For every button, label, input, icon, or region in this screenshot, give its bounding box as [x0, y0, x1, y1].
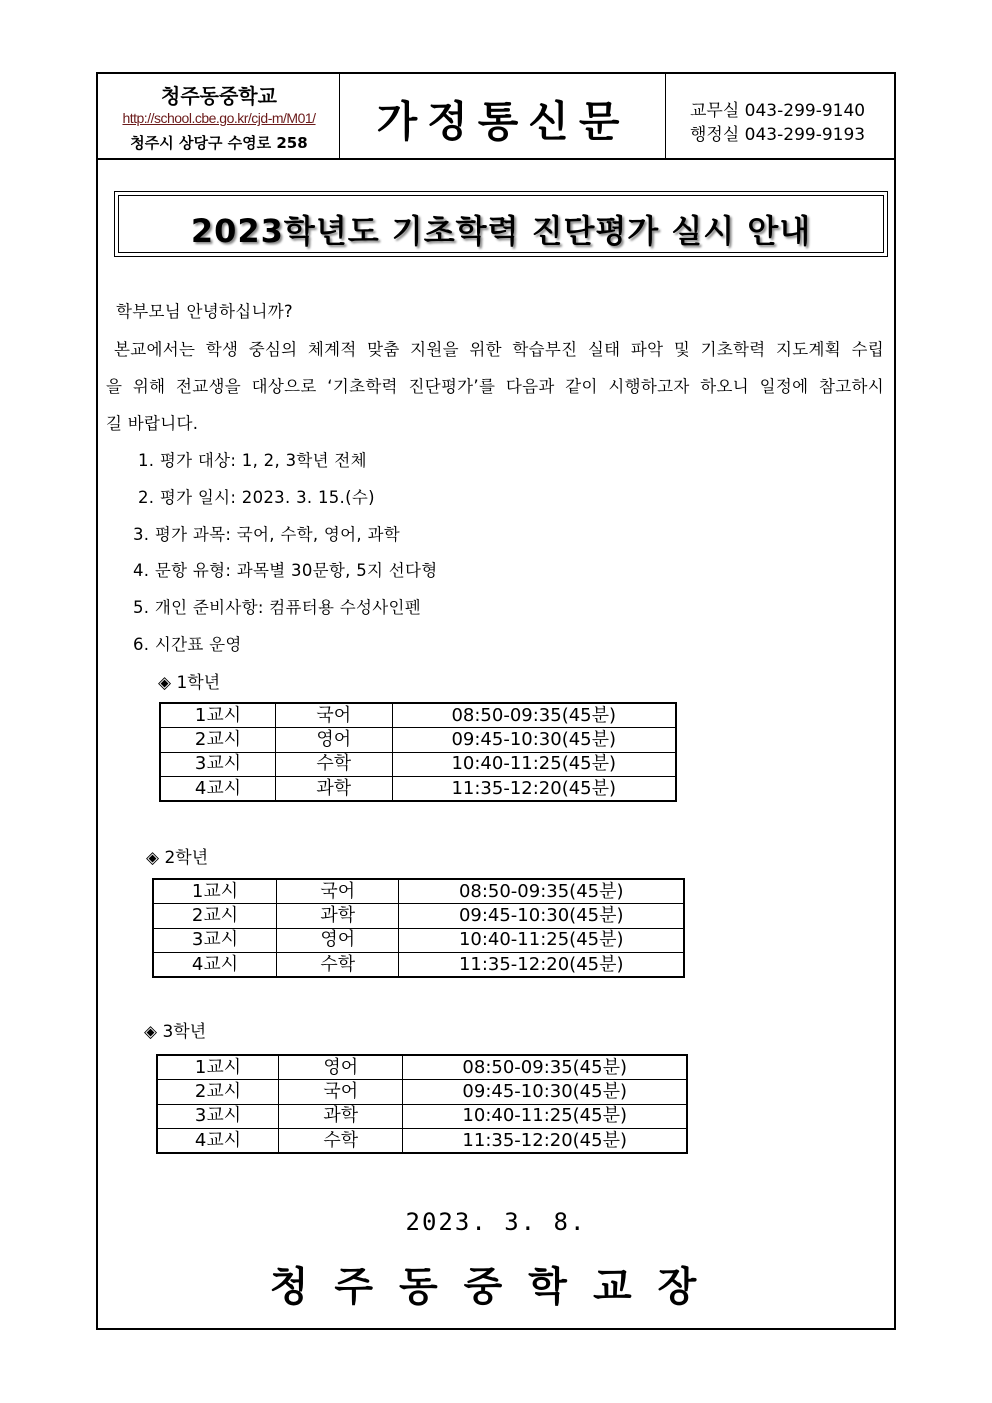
time-cell: 08:50-09:35(45분) [392, 703, 676, 728]
subject-cell: 영어 [276, 928, 398, 953]
school-address: 청주시 상당구 수영로 258 [130, 134, 308, 152]
table-row [160, 752, 676, 777]
subject-cell: 과학 [278, 1104, 402, 1129]
table-row [153, 904, 684, 929]
time-cell: 09:45-10:30(45분) [399, 904, 684, 929]
doc-title: 가정통신문 [376, 97, 630, 146]
title-inner-border [118, 195, 884, 253]
subject-cell: 국어 [276, 703, 393, 728]
school-url-link[interactable]: http://school.cbe.go.kr/cjd-m/M01/ [122, 110, 316, 126]
grade-3-label: ◈ 3학년 [144, 1022, 207, 1042]
period-cell: 3교시 [157, 1104, 278, 1129]
greeting: 학부모님 안녕하십니까? [116, 302, 293, 321]
subject-cell: 국어 [278, 1080, 402, 1105]
table-row [160, 728, 676, 753]
table-row [157, 1080, 687, 1105]
time-cell: 08:50-09:35(45분) [403, 1055, 687, 1080]
school-name: 청주동중학교 [161, 84, 277, 108]
item-target: 1. 평가 대상: 1, 2, 3학년 전체 [138, 451, 367, 470]
phone-admin: 행정실 043-299-9193 [690, 125, 866, 145]
time-cell: 10:40-11:25(45분) [403, 1104, 687, 1129]
table-row [157, 1129, 687, 1154]
schedule-table-grade-2 [152, 878, 685, 978]
table-row [153, 879, 684, 904]
paragraph-line-2: 을 위해 전교생을 대상으로 ‘기초학력 진단평가’를 다음과 같이 시행하고자 하오니 일정에 참고하시 [106, 377, 884, 396]
issue-date: 2023. 3. 8. [405, 1208, 587, 1236]
table-row [153, 953, 684, 978]
time-cell: 09:45-10:30(45분) [403, 1080, 687, 1105]
table-row [157, 1055, 687, 1080]
period-cell: 4교시 [157, 1129, 278, 1154]
table-row [153, 928, 684, 953]
period-cell: 3교시 [153, 928, 276, 953]
period-cell: 4교시 [160, 777, 276, 802]
contact-info [666, 74, 894, 158]
title-box [114, 191, 888, 257]
paragraph-line-1: 본교에서는 학생 중심의 체계적 맞춤 지원을 위한 학습부진 실태 파악 및 기초학력 지도계획 수립 [114, 340, 884, 359]
subject-cell: 수학 [276, 953, 398, 978]
main-title: 2023학년도 기초학력 진단평가 실시 안내 [190, 212, 812, 250]
period-cell: 1교시 [153, 879, 276, 904]
subject-cell: 수학 [278, 1129, 402, 1154]
time-cell: 10:40-11:25(45분) [392, 752, 676, 777]
time-cell: 10:40-11:25(45분) [399, 928, 684, 953]
time-cell: 11:35-12:20(45분) [392, 777, 676, 802]
period-cell: 2교시 [157, 1080, 278, 1105]
period-cell: 1교시 [160, 703, 276, 728]
subject-cell: 과학 [276, 777, 393, 802]
time-cell: 11:35-12:20(45분) [403, 1129, 687, 1154]
time-cell: 11:35-12:20(45분) [399, 953, 684, 978]
period-cell: 2교시 [153, 904, 276, 929]
grade-1-label: ◈ 1학년 [158, 673, 221, 693]
period-cell: 4교시 [153, 953, 276, 978]
subject-cell: 과학 [276, 904, 398, 929]
item-date: 2. 평가 일시: 2023. 3. 15.(수) [138, 488, 375, 507]
item-timetable: 6. 시간표 운영 [133, 635, 242, 654]
grade-2-label: ◈ 2학년 [146, 848, 209, 868]
schedule-table-grade-3 [156, 1054, 688, 1154]
period-cell: 2교시 [160, 728, 276, 753]
item-supplies: 5. 개인 준비사항: 컴퓨터용 수성사인펜 [133, 598, 421, 617]
phone-office: 교무실 043-299-9140 [690, 101, 866, 121]
table-row [160, 777, 676, 802]
item-question-type: 4. 문항 유형: 과목별 30문항, 5지 선다형 [133, 561, 438, 580]
item-subjects: 3. 평가 과목: 국어, 수학, 영어, 과학 [133, 525, 400, 544]
subject-cell: 수학 [276, 752, 393, 777]
paragraph-line-3: 길 바랍니다. [106, 414, 199, 433]
principal-signature: 청주동중학교장 [269, 1264, 723, 1310]
time-cell: 09:45-10:30(45분) [392, 728, 676, 753]
table-row [157, 1104, 687, 1129]
period-cell: 1교시 [157, 1055, 278, 1080]
subject-cell: 국어 [276, 879, 398, 904]
subject-cell: 영어 [278, 1055, 402, 1080]
doc-title-cell [340, 74, 666, 158]
time-cell: 08:50-09:35(45분) [399, 879, 684, 904]
school-info [98, 74, 340, 158]
schedule-table-grade-1 [159, 702, 677, 802]
table-row [160, 703, 676, 728]
period-cell: 3교시 [160, 752, 276, 777]
header [98, 74, 894, 160]
subject-cell: 영어 [276, 728, 393, 753]
